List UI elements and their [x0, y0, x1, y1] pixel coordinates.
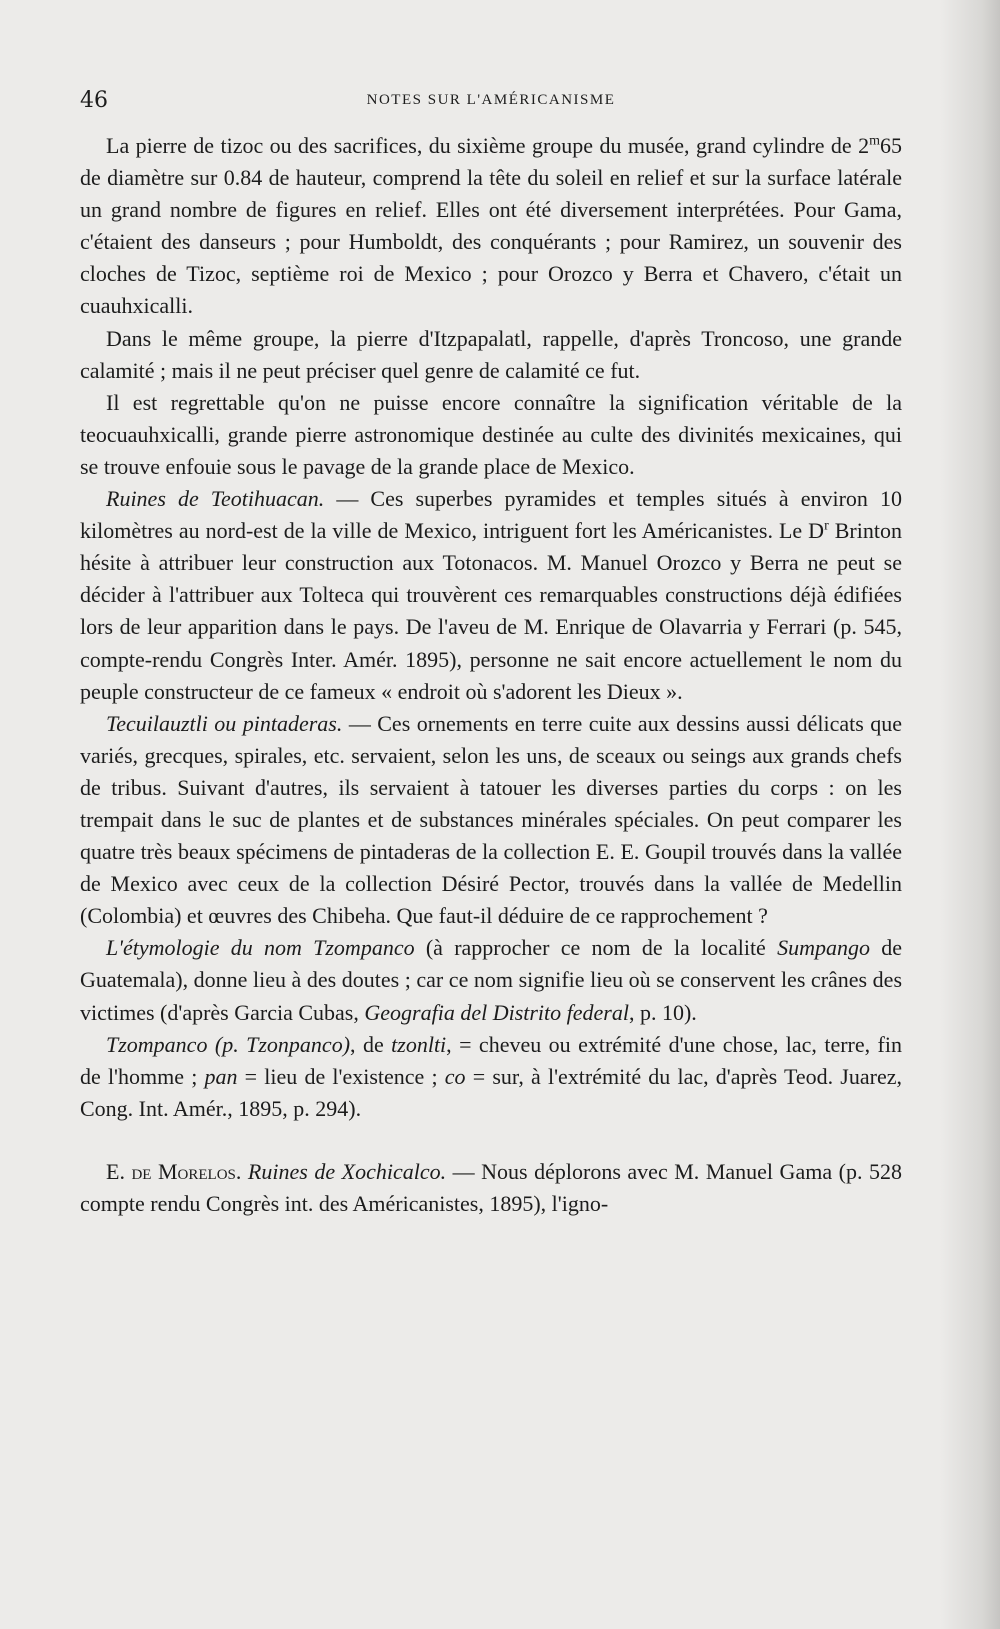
page-edge-shadow — [940, 0, 1000, 1629]
body-text — [80, 130, 902, 1220]
author-particle: de — [131, 1158, 152, 1184]
paragraph-itzpapalatl: Dans le même groupe, la pierre d'Itzpapalatl, rappelle, d'après Troncoso, une grande calamité ; mais il ne peut préciser quel genre de calamité ce fut. — [80, 325, 902, 383]
section-title: Tecuilauztli ou pintaderas. — [106, 710, 343, 736]
page-number: 46 — [80, 88, 108, 113]
paragraph-etymologie: L'étymologie du nom Tzompanco (à rapprocher ce nom de la localité Sumpango de Guatemala), donne lieu à des doutes ; car ce nom signifie lieu où se conservent les crânes des victimes (d'après Garcia Cubas, Geografia del Distrito federal, p. 10). — [80, 935, 903, 1025]
page-header — [80, 88, 902, 118]
section-title: Ruines de Teotihuacan. — [106, 486, 325, 512]
paragraph-teocuauhxicalli: Il est regrettable qu'on ne puisse encore connaître la signification véritable de la teocuauhxicalli, grande pierre astronomique destinée au culte des divinités mexicaines, qui se trouve enfouie sous le pavage de la grande place de Mexico. — [80, 389, 902, 479]
paragraph-xochicalco: E. de Morelos. Ruines de Xochicalco. — Nous déplorons avec M. Manuel Gama (p. 528 compte rendu Congrès int. des Américanistes, 1895), l'igno- — [80, 1158, 902, 1216]
author-initial: E. — [106, 1158, 132, 1184]
superscript: m — [869, 133, 880, 149]
paragraph-tizoc: La pierre de tizoc ou des sacrifices, du sixième groupe du musée, grand cylindre de 2$^m$65 de diamètre sur 0.84 de hauteur, comprend la tête du soleil en relief et sur la surface latérale un grand nombre de figures en relief. Elles ont été diversement interprétées. Pour Gama, c'étaient des danseurs ; pour Humboldt, des conquérants ; pour Ramirez, un souvenir des cloches de Tizoc, septième roi de Mexico ; pour Orozco y Berra et Chavero, c'était un cuauhxicalli. — [80, 133, 902, 319]
paragraph-pintaderas: Tecuilauztli ou pintaderas. — Ces ornements en terre cuite aux dessins aussi délicats que variés, grecques, spirales, etc. servaient, selon les uns, de sceaux ou seings aux grands chefs de tribus. Suivant d'autres, ils servaient à tatouer les diverses parties du corps : on les trempait dans le suc de plantes et de substances minérales spéciales. On peut comparer les quatre très beaux spécimens de pintaderas de la collection E. E. Goupil trouvés dans la vallée de Mexico avec ceux de la collection Désiré Pector, trouvés dans la vallée de Medellin (Colombia) et œuvres des Chibeha. Que faut-il déduire de ce rapprochement ? — [80, 710, 902, 929]
section-title: Ruines de Xochicalco. — [241, 1158, 447, 1184]
section-title: L'étymologie du nom Tzompanco — [106, 935, 415, 961]
author-name: Morelos. — [151, 1158, 242, 1184]
superscript: r — [824, 518, 829, 534]
paragraph-teotihuacan: Ruines de Teotihuacan. — Ces superbes pyramides et temples situés à environ 10 kilomètres au nord-est de la ville de Mexico, intriguent fort les Américanistes. Le $D^r$ Brinton hésite à attribuer leur construction aux Totonacos. M. Manuel Orozco y Berra ne peut se décider à l'attribuer aux Tolteca qui trouvèrent ces remarquables constructions déjà édifiées lors de leur apparition dans le pays. De l'aveu de M. Enrique de Olavarria y Ferrari (p. 545, compte-rendu Congrès Inter. Amér. 1895), personne ne sait encore actuellement le nom du peuple constructeur de ce fameux « endroit où s'adorent les Dieux ». — [80, 486, 902, 704]
paragraph-tzompanco: Tzompanco (p. Tzonpanco), de tzonlti, = cheveu ou extrémité d'une chose, lac, terre, fin de l'homme ; pan = lieu de l'existence ; co = sur, à l'extrémité du lac, d'après Teod. Juarez, Cong. Int. Amér., 1895, p. 294). — [80, 1031, 902, 1121]
running-head: NOTES SUR L'AMÉRICANISME — [366, 92, 616, 108]
